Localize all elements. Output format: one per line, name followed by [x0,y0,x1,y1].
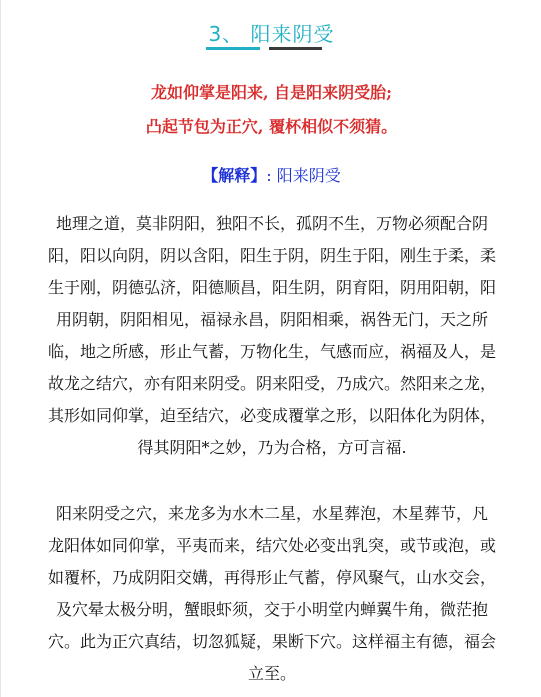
paragraph-line: 生于刚，阴德弘济，阳德顺昌，阳生阴，阴育阳，阴用阳朝，阳 [47,278,496,297]
verse-line-1: 龙如仰掌是阳来, 自是阳来阴受胎; [150,83,393,102]
explanation-heading [1,168,541,184]
paragraph-line: 穴。此为正穴真结，切忽狐疑，果断下穴。这样福主有德，福会 [47,632,496,651]
verse-line-2: 凸起节包为正穴, 覆杯相似不须猜。 [145,117,398,136]
heading-underline-accent [206,47,260,50]
explanation-label: 【解释】 [202,166,267,185]
paragraph-line: 阳，阳以向阴，阴以含阳，阳生于阴，阴生于阳，刚生于柔，柔 [47,246,496,265]
paragraph-line: 立至。 [247,664,296,683]
paragraph-line: 如覆杯，乃成阴阳交媾，再得形止气蓄，停风聚气，山水交会， [47,568,496,587]
paragraph-line: 其形如同仰掌，迫至结穴，必变成覆掌之形，以阳体化为阴体， [47,406,496,425]
paragraph-line: 及穴晕太极分明，蟹眼虾须，交于小明堂内蝉翼牛角，微茫抱 [55,600,488,619]
paragraph-line: 阳来阴受之穴，来龙多为水木二星，水星葬泡，木星葬节，凡 [55,504,488,523]
paragraph-1 [23,208,521,464]
explanation-text: : 阳来阴受 [266,166,341,185]
paragraph-line: 故龙之结穴，亦有阳来阴受。阴来阳受，乃成穴。然阳来之龙， [47,374,496,393]
paragraph-line: 得其阴阳*之妙，乃为合格，方可言福. [137,438,407,457]
section-heading: 3、 阳来阴受 [208,22,335,46]
paragraph-line: 用阴朝，阴阳相见，福禄永昌，阴阳相乘，祸咎无门，天之所 [55,310,488,329]
paragraph-line: 龙阳体如同仰掌，平夷而来，结穴处必变出乳突，或节或泡，或 [47,536,496,555]
paragraph-line: 地理之道，莫非阴阳，独阳不长，孤阴不生，万物必须配合阴 [55,214,488,233]
paragraph-2 [23,498,521,690]
paragraph-line: 临，地之所感，形止气蓄，万物化生，气感而应，祸福及人，是 [47,342,496,361]
heading-underline-dark [269,47,322,50]
